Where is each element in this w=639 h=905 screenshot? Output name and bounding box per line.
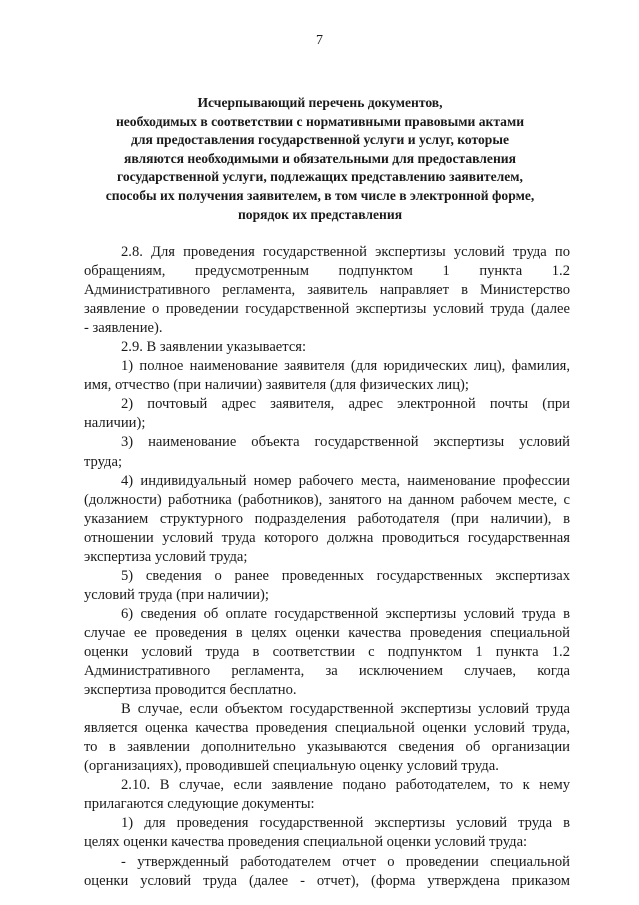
list-item-5-line: условий труда (при наличии); [84,586,269,603]
heading-line: порядок их представления [237,206,403,222]
paragraph-special-case-line: то в заявлении дополнительно указываются сведения об организации [84,739,570,756]
list-item-2-line: 2) почтовый адрес заявителя, адрес электронной почты (при [121,396,570,413]
paragraph-2-10-line: 2.10. В случае, если заявление подано работодателем, то к нему [121,777,570,794]
heading-line: государственной услуги, подлежащих представлению заявителем, [117,169,523,185]
heading-line: для предоставления государственной услуги и услуг, которые [130,132,510,148]
list-item-6-line: 6) сведения об оплате государственной экспертизы условий труда в [121,605,570,622]
list-item-4-line: (должности) работника (работников), занятого на данном рабочем месте, с [84,491,570,508]
section-heading [40,94,600,224]
list-item-2-line: наличии); [84,415,146,432]
paragraph-2-8-line: Административного регламента, заявитель направляет в Министерство [84,282,570,299]
dash-item-line: - утвержденный работодателем отчет о проведении специальной [121,853,570,870]
heading-line: являются необходимыми и обязательными для предоставления [124,150,516,166]
list-item-6-line: оценки условий труда в соответствии с подпунктом 1 пункта 1.2 [84,643,570,660]
document-body [84,243,570,891]
list-item-1-line: имя, отчество (при наличии) заявителя (для физических лиц); [84,377,469,394]
list-item-3-line: 3) наименование объекта государственной экспертизы условий [121,434,570,451]
list-item-4-line: экспертиза условий труда; [84,548,248,565]
paragraph-2-8-line: заявление о проведении государственной экспертизы условий труда (далее [84,301,570,318]
list-item-4-line: указанием структурного подразделения работодателя (при наличии), в [84,510,570,527]
list-item-1-line: 1) полное наименование заявителя (для юридических лиц), фамилия, [121,358,570,375]
list-item-6-line: Административного регламента, за исключением случаев, когда [84,663,570,680]
list-item-3-line: труда; [84,453,122,470]
list-item-5-line: 5) сведения о ранее проведенных государственных экспертизах [121,567,570,584]
page-number: 7 [316,33,323,48]
paragraph-2-10-line: прилагаются следующие документы: [84,796,315,813]
paragraph-2-8-line: обращениям, предусмотренным подпунктом 1 пункта 1.2 [84,263,570,280]
list-item-6-line: экспертиза проводится бесплатно. [84,682,297,699]
paragraph-2-8-line: - заявление). [84,320,163,337]
list-item-6-line: случае ее проведения в целях оценки качества проведения специальной [84,624,570,641]
subitem-1-line: 1) для проведения государственной экспертизы условий труда в [121,815,570,832]
paragraph-special-case-line: (организациях), проводившей специальную оценку условий труда. [84,758,499,775]
dash-item-line: оценки условий труда (далее - отчет), (форма утверждена приказом [84,872,570,889]
heading-line: Исчерпывающий перечень документов, [197,95,443,110]
paragraph-2-9-line: 2.9. В заявлении указывается: [121,339,307,356]
paragraph-2-8-line: 2.8. Для проведения государственной экспертизы условий труда по [121,244,570,260]
paragraph-special-case-line: В случае, если объектом государственной экспертизы условий труда [121,701,570,718]
subitem-1-line: целях оценки качества проведения специальной оценки условий труда: [84,834,528,851]
list-item-4-line: отношении условий труда которого должна проводиться государственная [84,529,570,546]
heading-line: необходимых в соответствии с нормативными правовыми актами [115,113,525,129]
paragraph-special-case-line: является оценка качества проведения специальной оценки условий труда, [84,720,570,737]
heading-line: способы их получения заявителем, в том числе в электронной форме, [105,187,535,203]
list-item-4-line: 4) индивидуальный номер рабочего места, наименование профессии [121,472,570,489]
